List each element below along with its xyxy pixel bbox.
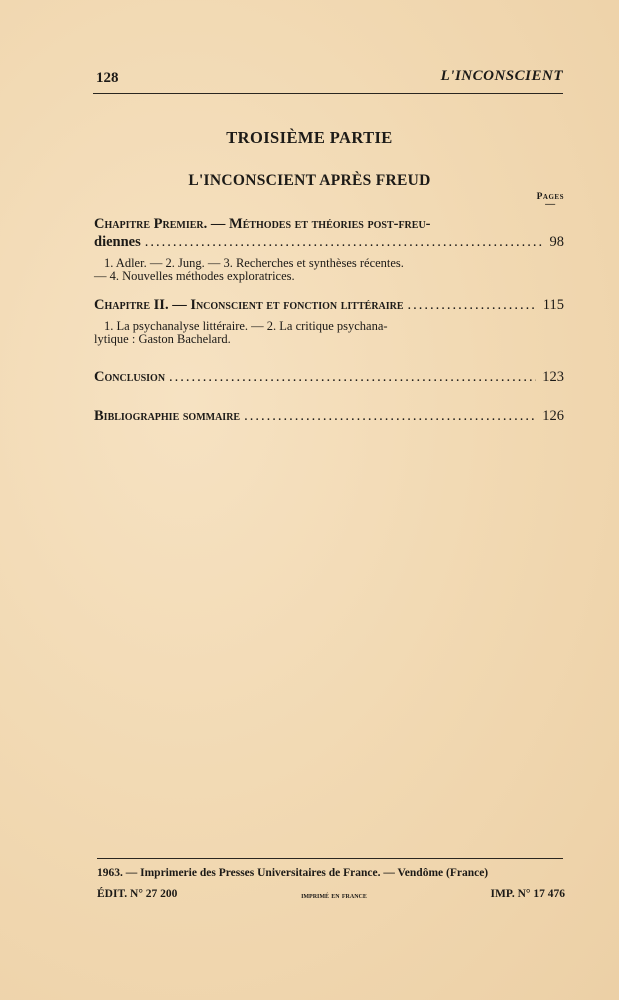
toc-entry-chapter-2 — [94, 297, 564, 314]
impression-number: IMP. N° 17 476 — [490, 888, 565, 900]
chapter-1-sections-line-1: 1. Adler. — 2. Jung. — 3. Recherches et synthèses récentes. — [104, 256, 404, 270]
colophon-line-2 — [97, 888, 565, 900]
dot-leader — [408, 297, 537, 314]
conclusion-page: 123 — [542, 369, 564, 385]
bibliography-title: Bibliographie sommaire — [94, 408, 241, 424]
dot-leader — [244, 408, 536, 425]
part-title: TROISIÈME PARTIE — [226, 128, 393, 147]
chapter-1-title-line-1: Chapitre Premier. — Méthodes et théories post-freu- — [94, 216, 431, 232]
dot-leader — [169, 369, 536, 386]
part-subtitle: L'INCONSCIENT APRÈS FREUD — [188, 172, 431, 189]
running-title: L'INCONSCIENT — [440, 68, 563, 84]
footer-rule — [97, 858, 563, 859]
pages-column-label — [537, 192, 564, 208]
chapter-2-sections-line-2: lytique : Gaston Bachelard. — [94, 332, 231, 346]
toc-entry-chapter-1 — [94, 216, 564, 251]
pages-dash: — — [545, 199, 556, 210]
pages-label: Pages — [536, 192, 564, 202]
header-rule — [93, 93, 563, 94]
conclusion-title: Conclusion — [94, 369, 166, 385]
dot-leader — [145, 234, 544, 251]
chapter-1-sections — [94, 257, 534, 283]
colophon-line-1 — [97, 867, 565, 879]
page-number: 128 — [96, 70, 119, 86]
chapter-2-sections — [94, 320, 534, 346]
chapter-1-page: 98 — [549, 234, 564, 250]
bibliography-page: 126 — [542, 408, 564, 424]
toc-entry-conclusion — [94, 369, 564, 386]
printed-in-france: imprimé en france — [301, 890, 367, 900]
colophon-printer: 1963. — Imprimerie des Presses Universitaires de France. — Vendôme (France) — [97, 867, 489, 879]
edition-number: ÉDIT. N° 27 200 — [97, 888, 178, 900]
chapter-1-sections-line-2: — 4. Nouvelles méthodes exploratrices. — [94, 269, 295, 283]
toc-entry-bibliography — [94, 408, 564, 425]
chapter-2-sections-line-1: 1. La psychanalyse littéraire. — 2. La critique psychana- — [104, 319, 388, 333]
chapter-1-title-line-2: diennes — [94, 234, 141, 250]
chapter-2-page: 115 — [542, 297, 564, 313]
chapter-2-title: Chapitre II. — Inconscient et fonction littéraire — [94, 297, 404, 313]
